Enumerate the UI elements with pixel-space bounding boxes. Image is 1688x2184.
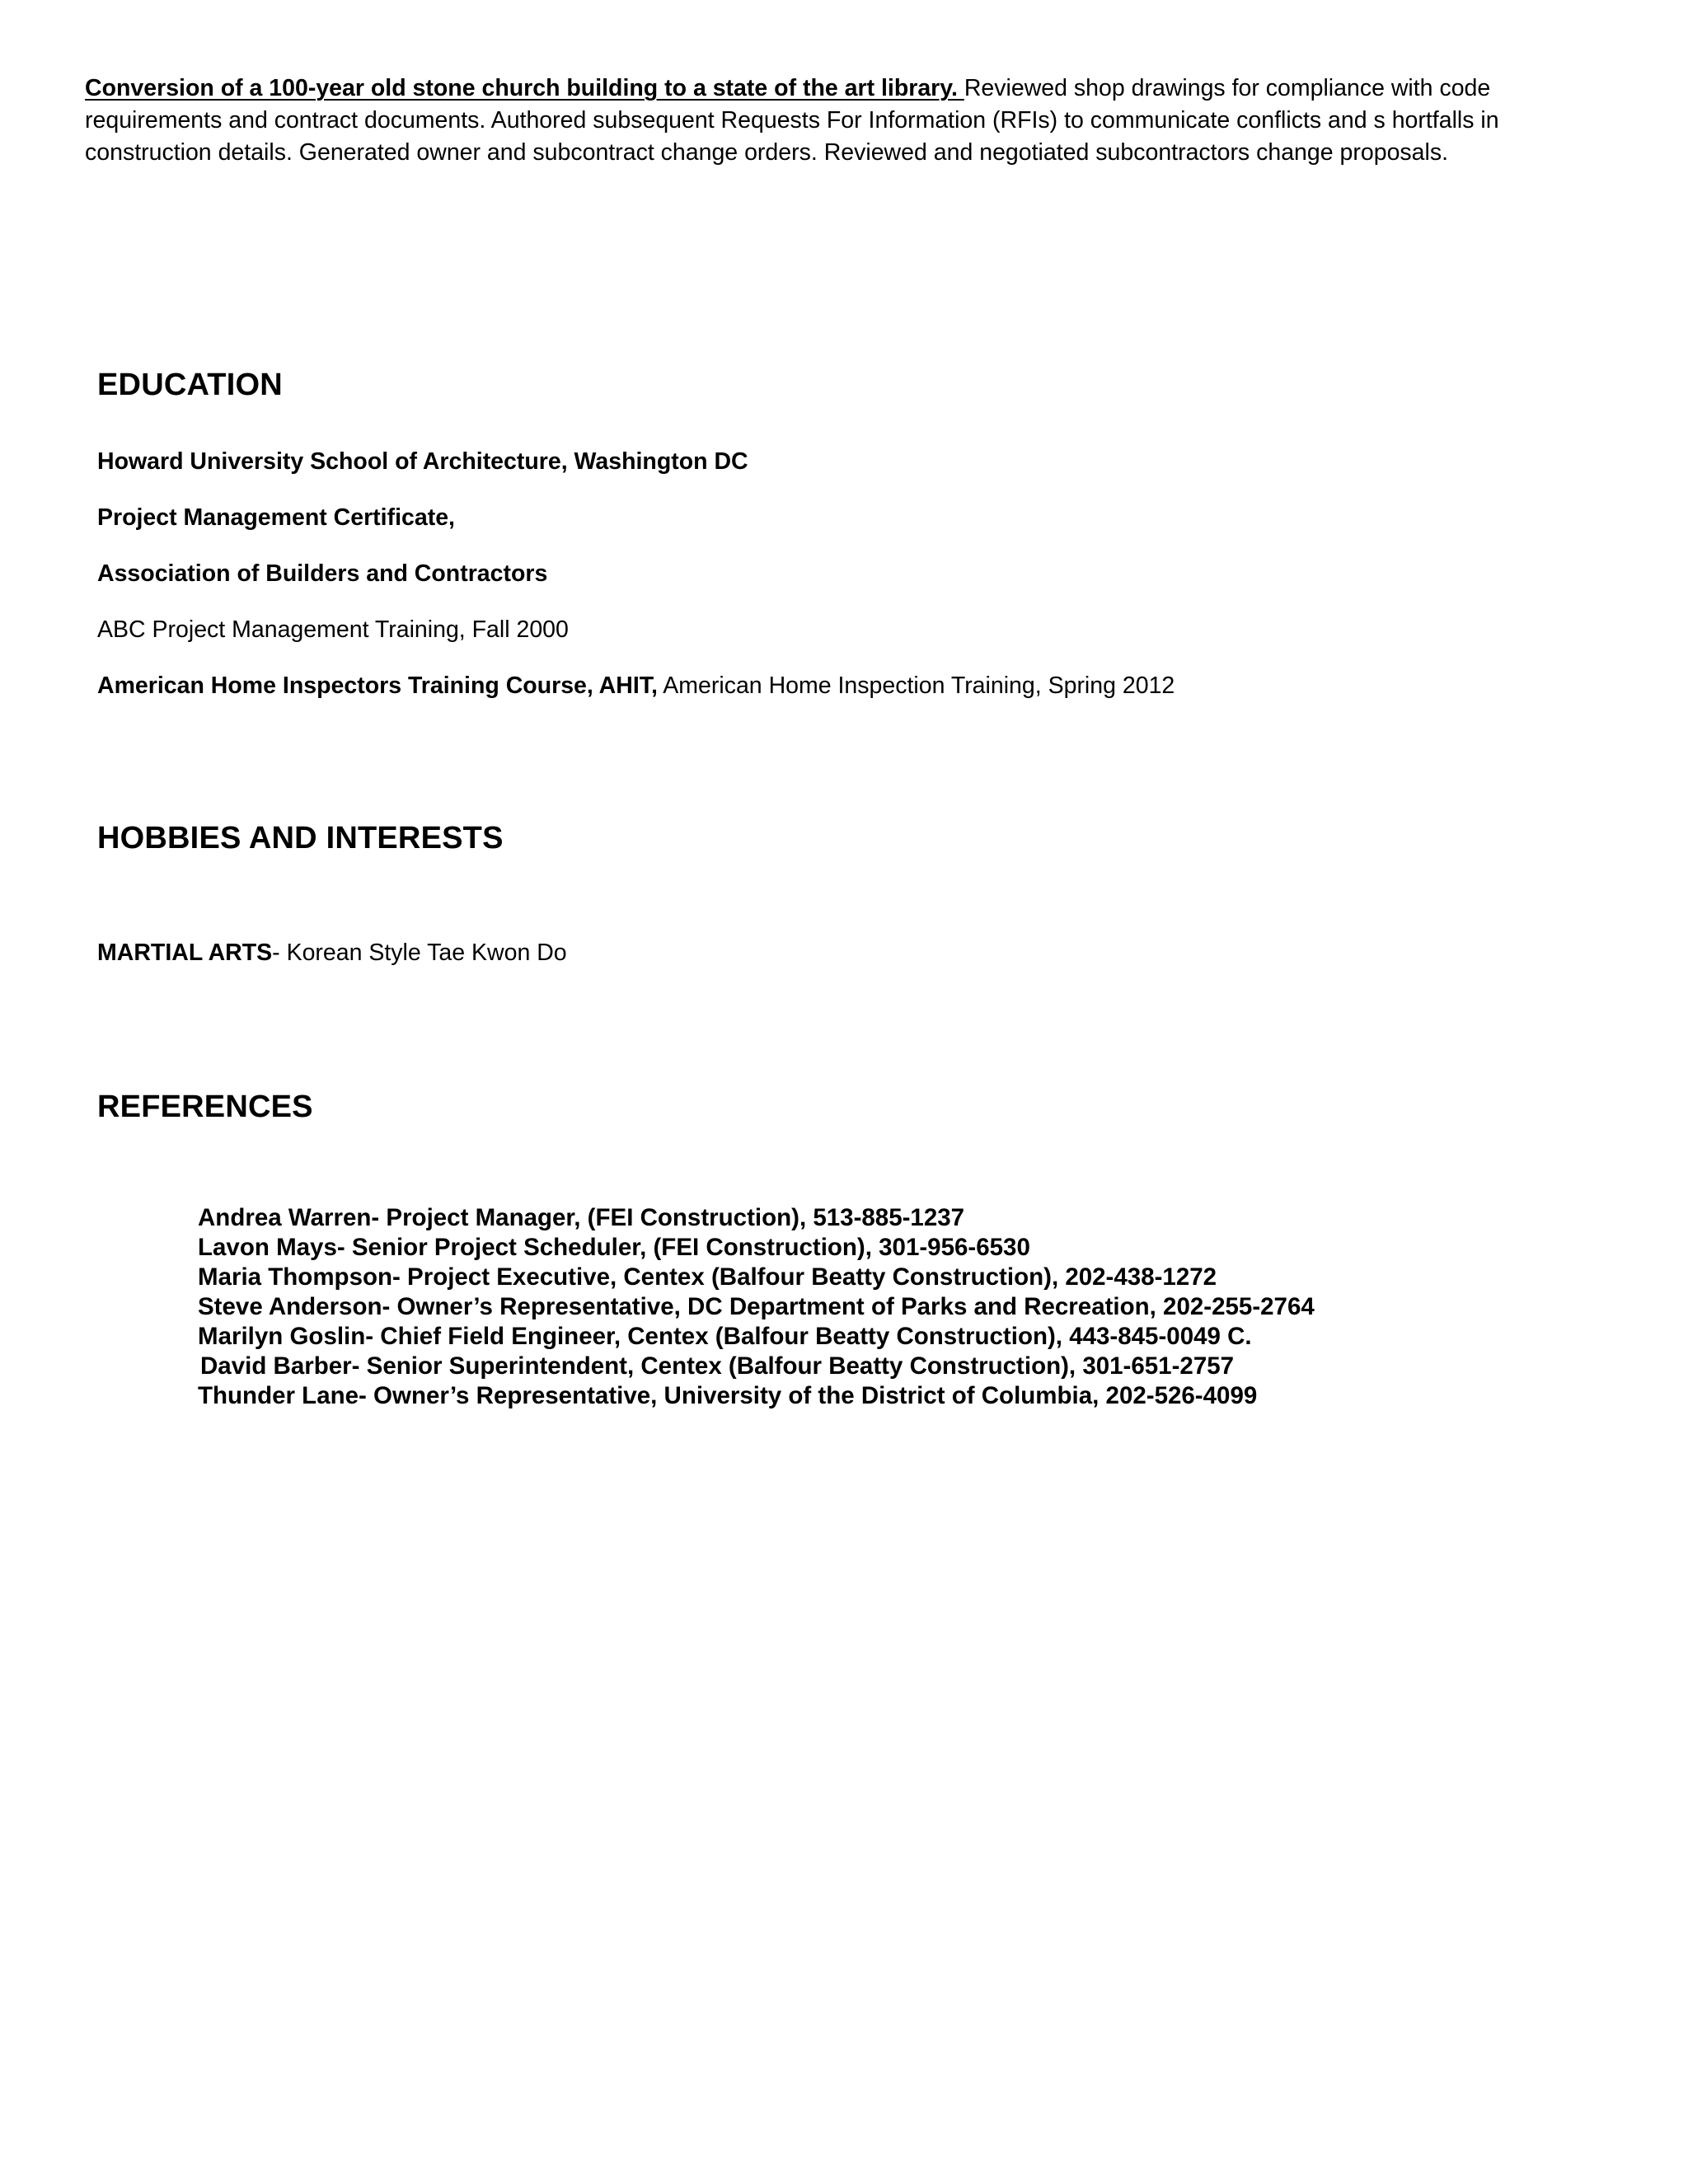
education-association: Association of Builders and Contractors bbox=[97, 560, 548, 587]
references-list bbox=[198, 1203, 1315, 1411]
education-ahit-course bbox=[97, 671, 1175, 701]
reference-item: Andrea Warren- Project Manager, (FEI Construction), 513-885-1237 bbox=[198, 1204, 965, 1231]
reference-item: Thunder Lane- Owner’s Representative, University of the District of Columbia, 202-526-4099 bbox=[198, 1382, 1258, 1409]
reference-item: Steve Anderson- Owner’s Representative, DC Department of Parks and Recreation, 202-255-2764 bbox=[198, 1293, 1315, 1320]
ahit-course-detail: American Home Inspection Training, Spring 2012 bbox=[657, 673, 1175, 699]
education-certificate: Project Management Certificate, bbox=[97, 504, 455, 531]
hobby-label: MARTIAL ARTS bbox=[97, 940, 273, 966]
hobby-detail: - Korean Style Tae Kwon Do bbox=[272, 940, 567, 966]
reference-item: Maria Thompson- Project Executive, Centex (Balfour Beatty Construction), 202-438-1272 bbox=[198, 1263, 1217, 1291]
hobbies-heading: HOBBIES AND INTERESTS bbox=[97, 821, 504, 855]
ahit-course-title: American Home Inspectors Training Course, AHIT, bbox=[97, 673, 658, 699]
project-title: Conversion of a 100-year old stone church building to a state of the art library. bbox=[85, 75, 964, 101]
reference-item: Marilyn Goslin- Chief Field Engineer, Centex (Balfour Beatty Construction), 443-845-0049 C. bbox=[198, 1323, 1252, 1350]
education-heading: EDUCATION bbox=[97, 368, 283, 402]
education-school: Howard University School of Architecture, Washington DC bbox=[97, 448, 748, 475]
reference-item: Lavon Mays- Senior Project Scheduler, (FEI Construction), 301-956-6530 bbox=[198, 1234, 1030, 1261]
education-abc-training: ABC Project Management Training, Fall 2000 bbox=[97, 616, 569, 643]
project-description-paragraph bbox=[85, 73, 1585, 169]
hobby-item bbox=[97, 938, 567, 968]
reference-item: David Barber- Senior Superintendent, Centex (Balfour Beatty Construction), 301-651-2757 bbox=[200, 1352, 1235, 1380]
project-description: Reviewed shop drawings for compliance with code requirements and contract documents. Authored subsequent Requests For Information (RFIs) to communicate conflicts and s hortfalls in construction details. Generated owner and subcontract change orders. Reviewed and negotiated subcontractors change proposals. bbox=[85, 75, 1499, 166]
references-heading: REFERENCES bbox=[97, 1090, 313, 1124]
